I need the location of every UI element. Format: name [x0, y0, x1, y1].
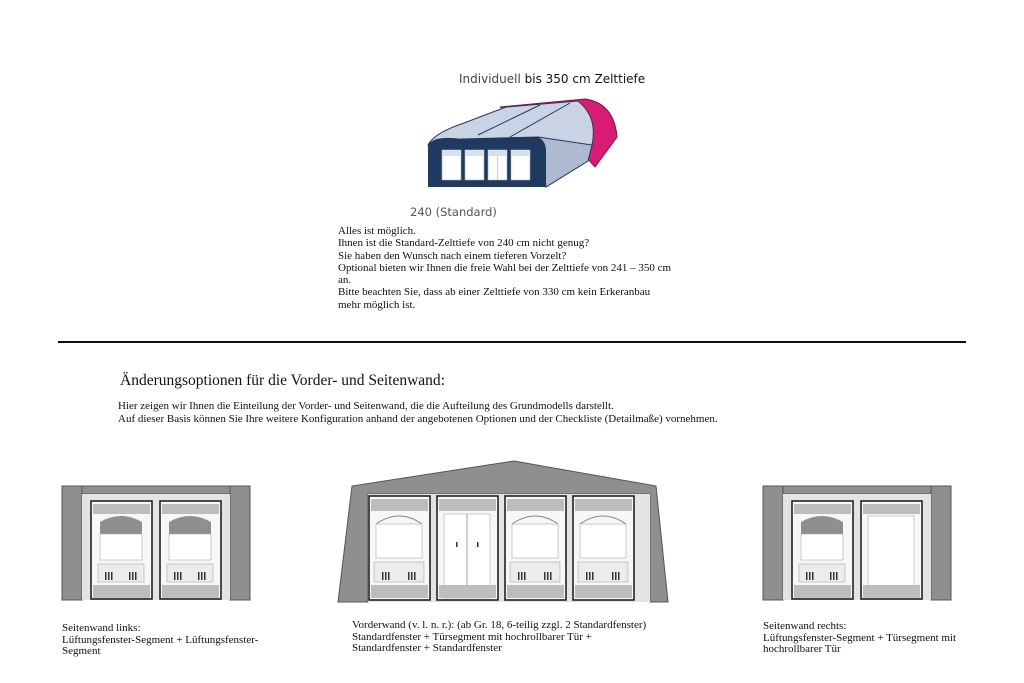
front-wall-diagram [334, 458, 672, 604]
front-wall-caption [352, 620, 646, 655]
description-line: Sie haben den Wunsch nach einem tieferen Vorzelt? [338, 249, 567, 262]
right-side-wall-diagram [761, 484, 953, 602]
description-line: Bitte beachten Sie, dass ab einer Zelttiefe von 330 cm kein Erkeranbau [338, 286, 651, 299]
section-divider [58, 341, 966, 343]
caption-line: Segment [62, 645, 101, 657]
standard-depth-label: 240 (Standard) [410, 205, 497, 219]
caption-line: Lüftungsfenster-Segment + Lüftungsfenster- [62, 633, 259, 646]
section-heading: Änderungsoptionen für die Vorder- und Seitenwand: [120, 372, 445, 389]
standard-window-segment [369, 496, 430, 600]
left-wall-caption [62, 623, 258, 658]
caption-line: Standardfenster + Türsegment mit hochrollbarer Tür + [352, 630, 592, 643]
intro-line: Auf dieser Basis können Sie Ihre weitere Konfiguration anhand der angebotenen Optionen und der Checkliste (Detailmaße) vornehmen. [118, 412, 718, 425]
description-line: an. [338, 274, 352, 287]
tent-title-prefix: Individuell [459, 72, 521, 86]
description-line: Ihnen ist die Standard-Zelttiefe von 240 cm nicht genug? [338, 237, 590, 250]
tent-depth-title [459, 72, 645, 86]
door-segment [861, 501, 922, 599]
description-line: Optional bieten wir Ihnen die freie Wahl bei der Zelttiefe von 241 – 350 cm [338, 261, 672, 274]
description-line: mehr möglich ist. [338, 298, 416, 311]
tent-title-main: bis 350 cm Zelttiefe [524, 72, 646, 86]
standard-window-segment [573, 496, 634, 600]
tent-side-wall [538, 137, 592, 187]
caption-line: Vorderwand (v. l. n. r.): (ab Gr. 18, 6-teilig zzgl. 2 Standardfenster) [352, 619, 647, 631]
section-intro [118, 400, 718, 425]
tent-depth-illustration [420, 95, 625, 195]
description-text [338, 225, 671, 311]
caption-line: Seitenwand rechts: [763, 620, 847, 632]
vent-window-segment [792, 501, 853, 599]
description-line: Alles ist möglich. [338, 225, 416, 237]
caption-line: Seitenwand links: [62, 622, 141, 634]
door-segment [437, 496, 498, 600]
vent-window-segment [91, 501, 152, 599]
caption-line: Standardfenster + Standardfenster [352, 642, 502, 654]
caption-line: Lüftungsfenster-Segment + Türsegment mit [763, 631, 957, 644]
caption-line: hochrollbarer Tür [763, 643, 841, 655]
standard-window-segment [505, 496, 566, 600]
right-wall-caption [763, 621, 956, 656]
left-side-wall-diagram [60, 484, 252, 602]
vent-window-segment [160, 501, 221, 599]
intro-line: Hier zeigen wir Ihnen die Einteilung der Vorder- und Seitenwand, die die Aufteilung des Grundmodells darstellt. [118, 400, 614, 412]
